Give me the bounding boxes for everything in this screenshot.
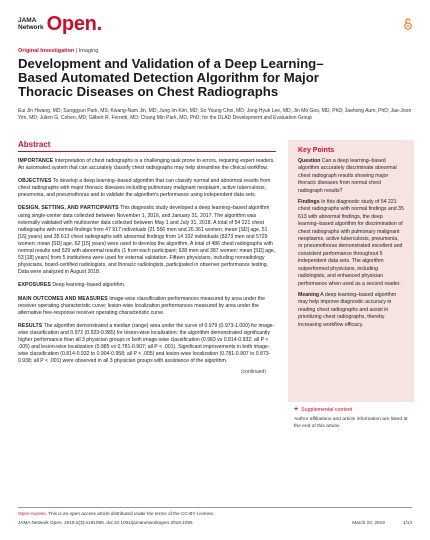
logo-network: Network bbox=[18, 24, 44, 31]
key-points-findings bbox=[288, 195, 414, 288]
continued-note: (continued) bbox=[240, 369, 266, 376]
outcomes-text: Image-wise classification performances measured by area under the receiver operating characteristic curve; lesion-wise localization performances measured by area under the alternative free-response receiver operating characteristic curve. bbox=[18, 295, 265, 316]
abstract-objectives bbox=[18, 178, 276, 199]
abstract-outcomes bbox=[18, 296, 276, 317]
logo-dot: . bbox=[96, 13, 102, 35]
abstract-importance bbox=[18, 158, 276, 172]
key-points-question bbox=[288, 154, 414, 195]
logo-small-text bbox=[18, 17, 44, 31]
publication-date: March 22, 2019 bbox=[352, 520, 385, 525]
article-type: Original Investigation bbox=[18, 48, 75, 54]
results-text: The algorithm demonstrated a median (range) area under the curve of 0.979 (0.973-1.000) for image-wise classification and 0.972 (0.923-0.985) for lesion-wise localization; the algorithm demonstrated significantly higher performance than all 3 physician groups in both image-wise classification (0.983 vs 0.814-0.932; all P < .005) and lesion-wise localization (0.985 vs 0.781-0.907; all P < .001). Significant improvements in both image-wise classification (0.814-0.932 to 0.904-0.958; all P < .005) and lesion-wise localization (0.781-0.907 to 0.873-0.938; all P < .001) were observed in all 3 physician groups with assistance of the algorithm. bbox=[18, 322, 275, 365]
supplemental-link-text[interactable]: Supplemental content bbox=[301, 406, 353, 413]
citation-text: JAMA Network Open. 2019;2(3):e191095. doi:10.1001/jamanetworkopen.2019.1095 bbox=[18, 520, 193, 525]
importance-text: Interpretation of chest radiographs is a challenging task prone to errors, requiring expert readers. An automated system that can accurately classify chest radiographs may help streamline the clinical workflow. bbox=[18, 158, 275, 172]
exposures-text: Deep learning–based algorithm. bbox=[50, 282, 126, 289]
abstract-heading: Abstract bbox=[18, 140, 276, 152]
affiliations-note: Author affiliations and article information are listed at the end of this article. bbox=[294, 417, 408, 429]
logo-jama: JAMA bbox=[18, 17, 37, 24]
key-points-meaning bbox=[288, 288, 414, 329]
objectives-text: To develop a deep learning–based algorithm that can classify normal and abnormal results from chest radiographs with major thoracic diseases including pulmonary malignant neoplasm, active tuberculosis, pneumonia, and pneumothorax and to validate the algorithm's performance using independent data sets. bbox=[18, 178, 271, 199]
design-label: DESIGN, SETTING, AND PARTICIPANTS bbox=[18, 205, 119, 212]
journal-logo[interactable] bbox=[18, 14, 102, 34]
citation-footer bbox=[18, 520, 412, 525]
design-text: This diagnostic study developed a deep learning–based algorithm using single-center data collected between November 1, 2016, and January 31, 2017. The algorithm was externally validated with multicenter data collected between May 1 and July 31, 2018. A total of 54 221 chest radiographs with normal findings from 47 917 individuals (21 556 men and 26 361 women; mean [SD] age, 51 [16] years) and 35 613 chest radiographs with abnormal findings from 14 102 individuals (8373 men and 5729 women; mean [SD] age, 62 [15] years) were used to develop the algorithm. A total of 486 chest radiographs with normal results and 529 with abnormal results (1 from each participant; 628 men and 387 women; mean [SD] age, 53 [18] years) from 5 institutions were used for external validation. Fifteen physicians, including nonradiology physicians, board-certified radiologists, and thoracic radiologists, participated in observer performance testing. Data were analyzed in August 2018. bbox=[18, 205, 276, 276]
findings-text: In this diagnostic study of 54 221 chest radiographs with normal findings and 35 613 with abnormal findings, the deep learning–based algorithm for discrimination of chest radiographs with pulmonary malignant neoplasms, active tuberculosis, pneumonia, or pneumothorax demonstrated excellent and consistent performance throughout 5 independent data sets. The algorithm outperformed physicians, including radiologists, and enhanced physician performance when used as a second reader. bbox=[298, 199, 404, 287]
abstract-results bbox=[18, 323, 276, 366]
article-type-label bbox=[18, 48, 98, 54]
article-title: Development and Validation of a Deep Learning–Based Automated Detection Algorithm for Major Thoracic Diseases on Chest Radiographs bbox=[18, 56, 324, 100]
plus-icon: + bbox=[294, 406, 299, 413]
open-access-label[interactable]: Open Access. bbox=[18, 511, 47, 516]
objectives-label: OBJECTIVES bbox=[18, 178, 52, 185]
supplemental-section bbox=[294, 406, 414, 430]
results-label: RESULTS bbox=[18, 322, 43, 329]
meaning-text: A deep learning–based algorithm may help improve diagnostic accuracy in reading chest radiographs and assist in prioritizing chest radiographs, thereby increasing workflow efficacy. bbox=[298, 291, 397, 328]
journal-header bbox=[18, 14, 412, 44]
page-number: 1/13 bbox=[402, 520, 412, 525]
outcomes-label: MAIN OUTCOMES AND MEASURES bbox=[18, 295, 108, 302]
open-access-text: This is an open access article distributed under the terms of the CC-BY License. bbox=[46, 511, 215, 516]
article-topic: Imaging bbox=[78, 48, 99, 54]
open-access-footer bbox=[18, 507, 412, 516]
findings-label: Findings bbox=[298, 199, 320, 206]
logo-open bbox=[47, 14, 102, 34]
footer-right bbox=[334, 520, 412, 525]
question-text: Can a deep learning–based algorithm accurately discriminate abnormal chest radiograph results showing major thoracic diseases from normal chest radiograph results? bbox=[298, 158, 397, 194]
question-label: Question bbox=[298, 158, 321, 164]
abstract-design bbox=[18, 205, 276, 276]
supplemental-content-link[interactable] bbox=[294, 406, 414, 413]
key-points-box bbox=[288, 140, 414, 402]
open-lock-icon bbox=[404, 18, 412, 30]
abstract-exposures bbox=[18, 282, 276, 289]
key-points-heading: Key Points bbox=[298, 147, 335, 154]
author-list: Eui Jin Hwang, MD; Sunggyun Park, MS; Kwang-Nam Jin, MD; Jung Im Kim, MD; So Young Choi, MD; Jong Hyuk Lee, MD; Jin Mo Goo, MD, PhD; Jaehong Aum, PhD; Jae-Joon Yim, MD; Julien G. Cohen, MD; Gilbert R. Ferretti, MD; Chang Min Park, MD, PhD; for the DLAD Development and Evaluation Group bbox=[18, 108, 412, 121]
meaning-label: Meaning bbox=[298, 291, 320, 298]
abstract-section bbox=[18, 140, 276, 375]
exposures-label: EXPOSURES bbox=[18, 282, 51, 289]
logo-open-text: Open bbox=[46, 13, 97, 35]
importance-label: IMPORTANCE bbox=[18, 158, 54, 164]
article-type-separator: | bbox=[74, 48, 79, 54]
